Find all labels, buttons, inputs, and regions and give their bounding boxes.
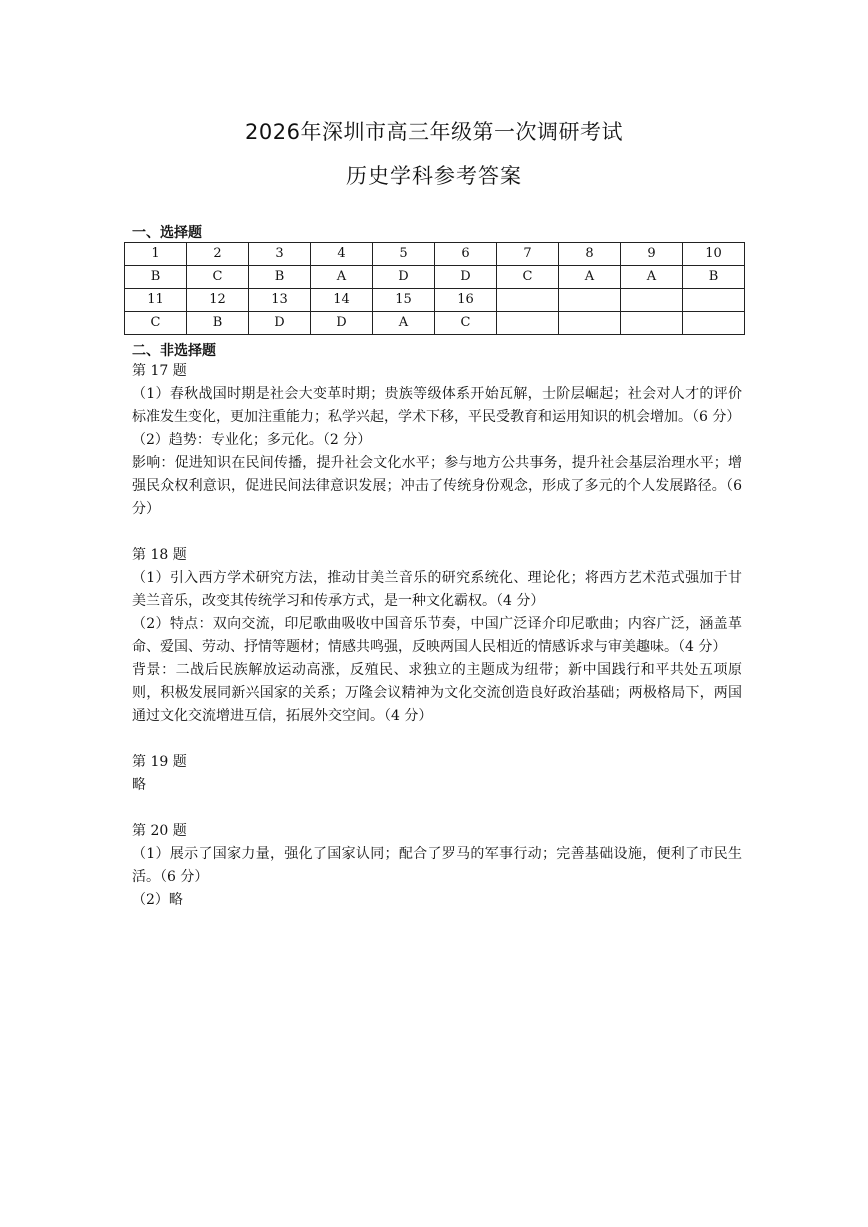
answer-paragraph: 背景：二战后民族解放运动高涨，反殖民、求独立的主题成为纽带；新中国践行和平共处五项原则，积极发展同新兴国家的关系；万隆会议精神为文化交流创造良好政治基础；两极格局下，两国通过文化交流增进互信，拓展外交空间。（4 分） — [132, 662, 742, 724]
answer-key-cell — [621, 312, 683, 335]
answer-paragraph: （2）趋势：专业化；多元化。（2 分） — [132, 432, 372, 448]
answer-key-cell: D — [249, 312, 311, 335]
answer-key-row — [125, 266, 745, 289]
question-number-cell — [497, 289, 559, 312]
answer-key-cell — [559, 312, 621, 335]
answer-paragraph: 影响：促进知识在民间传播，提升社会文化水平；参与地方公共事务，提升社会基层治理水平；增强民众权利意识，促进民间法律意识发展；冲击了传统身份观念，形成了多元的个人发展路径。（6 分） — [132, 455, 742, 517]
question-number-cell: 12 — [187, 289, 249, 312]
question-number-cell: 13 — [249, 289, 311, 312]
question-number-cell: 6 — [435, 243, 497, 266]
question-label: 第 17 题 — [132, 363, 187, 379]
document-title: 2026年深圳市高三年级第一次调研考试 — [245, 120, 623, 144]
question-number-cell: 14 — [311, 289, 373, 312]
spacer — [132, 797, 742, 820]
answer-table-body — [125, 243, 745, 335]
question-17-block — [132, 360, 742, 912]
question-number-cell: 16 — [435, 289, 497, 312]
answer-key-cell: B — [125, 266, 187, 289]
question-number-cell: 4 — [311, 243, 373, 266]
question-number-cell: 11 — [125, 289, 187, 312]
question-label: 第 19 题 — [132, 754, 187, 770]
answer-key-cell: B — [683, 266, 745, 289]
answer-key-cell: A — [621, 266, 683, 289]
question-number-cell — [683, 289, 745, 312]
question-number-cell: 10 — [683, 243, 745, 266]
answer-key-cell — [497, 312, 559, 335]
spacer — [132, 728, 742, 751]
answer-paragraph: （1）展示了国家力量，强化了国家认同；配合了罗马的军事行动；完善基础设施，便利了市民生活。（6 分） — [132, 846, 742, 885]
question-number-cell — [621, 289, 683, 312]
section-heading-multiple-choice: 一、选择题 — [132, 225, 202, 241]
question-number-cell: 3 — [249, 243, 311, 266]
answer-key-cell: C — [125, 312, 187, 335]
answer-table — [124, 242, 745, 335]
question-number-cell: 5 — [373, 243, 435, 266]
answer-paragraph: （2）略 — [132, 892, 183, 908]
answer-key-cell: A — [559, 266, 621, 289]
answer-key-cell: D — [373, 266, 435, 289]
answer-paragraph: （1）春秋战国时期是社会大变革时期；贵族等级体系开始瓦解，士阶层崛起；社会对人才的评价标准发生变化，更加注重能力；私学兴起，学术下移，平民受教育和运用知识的机会增加。（6 分） — [132, 386, 742, 425]
answer-key-cell: C — [187, 266, 249, 289]
question-number-cell: 7 — [497, 243, 559, 266]
question-number-cell: 1 — [125, 243, 187, 266]
answer-key-cell: B — [187, 312, 249, 335]
answer-key-cell: C — [435, 312, 497, 335]
answer-key-cell: A — [373, 312, 435, 335]
answer-paragraph: 略 — [132, 777, 146, 793]
spacer — [132, 521, 742, 544]
answer-key-cell: D — [435, 266, 497, 289]
question-number-cell: 2 — [187, 243, 249, 266]
answer-key-cell: D — [311, 312, 373, 335]
question-number-row — [125, 243, 745, 266]
answer-key-row — [125, 312, 745, 335]
answer-paragraph: （2）特点：双向交流，印尼歌曲吸收中国音乐节奏，中国广泛译介印尼歌曲；内容广泛，涵盖革命、爱国、劳动、抒情等题材；情感共鸣强，反映两国人民相近的情感诉求与审美趣味。（4 分） — [132, 616, 742, 655]
answer-key-cell — [683, 312, 745, 335]
question-number-cell: 8 — [559, 243, 621, 266]
answer-key-cell: B — [249, 266, 311, 289]
question-label: 第 20 题 — [132, 823, 187, 839]
section-heading-non-choice: 二、非选择题 — [132, 343, 216, 359]
question-number-row — [125, 289, 745, 312]
answer-key-cell: C — [497, 266, 559, 289]
document-subtitle: 历史学科参考答案 — [346, 164, 522, 188]
question-number-cell: 15 — [373, 289, 435, 312]
answer-paragraph: （1）引入西方学术研究方法，推动甘美兰音乐的研究系统化、理论化；将西方艺术范式强加于甘美兰音乐，改变其传统学习和传承方式，是一种文化霸权。（4 分） — [132, 570, 742, 609]
question-label: 第 18 题 — [132, 547, 187, 563]
answer-key-cell: A — [311, 266, 373, 289]
question-number-cell: 9 — [621, 243, 683, 266]
question-number-cell — [559, 289, 621, 312]
